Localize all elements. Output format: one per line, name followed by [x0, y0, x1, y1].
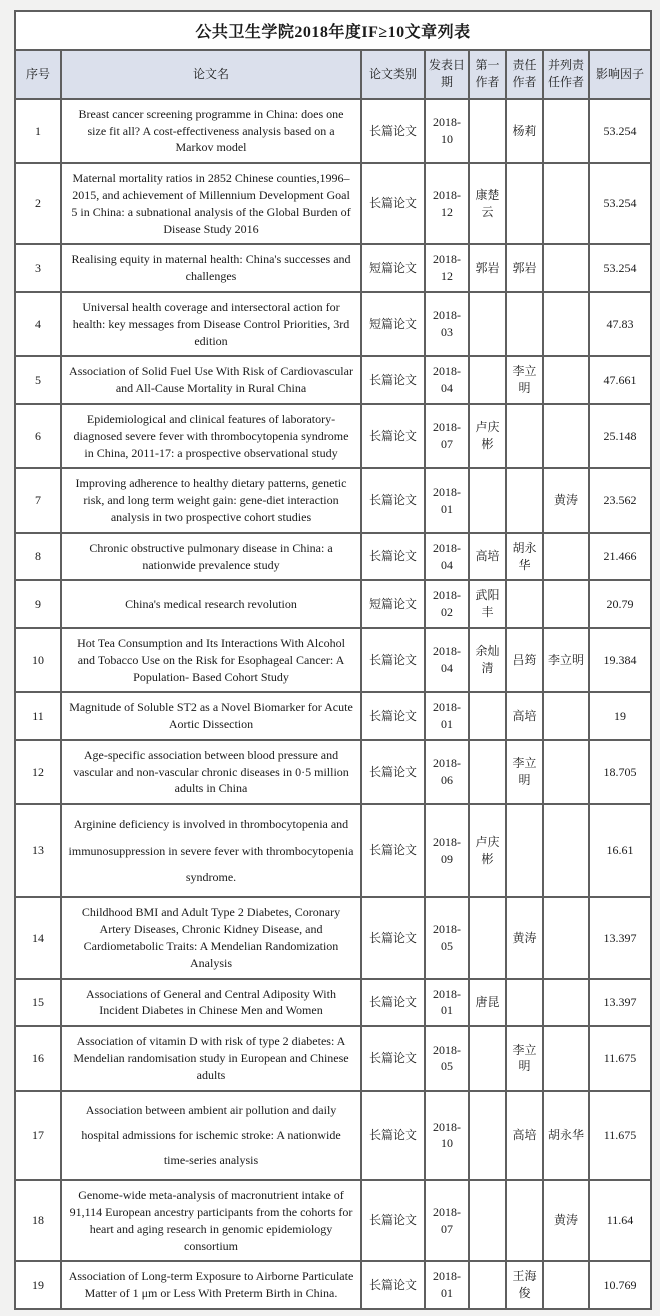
table-row — [15, 740, 651, 804]
cell-no: 1 — [15, 99, 61, 163]
cell-impact-factor: 19 — [589, 692, 651, 740]
cell-impact-factor: 13.397 — [589, 897, 651, 978]
cell-no: 5 — [15, 356, 61, 404]
cell-corresponding-author: 高培 — [506, 692, 543, 740]
cell-corresponding-author — [506, 468, 543, 532]
cell-title: Genome-wide meta-analysis of macronutrient intake of 91,114 European ancestry participants from the cohorts for heart and aging research in genomic epidemiology consortium — [61, 1180, 361, 1261]
cell-first-author: 卢庆彬 — [469, 804, 506, 897]
cell-type: 长篇论文 — [361, 1261, 425, 1309]
cell-type: 长篇论文 — [361, 740, 425, 804]
table-row — [15, 292, 651, 356]
cell-date: 2018-02 — [425, 580, 469, 628]
cell-first-author: 高培 — [469, 533, 506, 581]
cell-type: 短篇论文 — [361, 244, 425, 292]
cell-no: 13 — [15, 804, 61, 897]
cell-no: 9 — [15, 580, 61, 628]
cell-first-author — [469, 1091, 506, 1181]
column-header-corresponding-author: 责任作者 — [506, 50, 543, 99]
cell-first-author — [469, 1261, 506, 1309]
cell-first-author: 余灿清 — [469, 628, 506, 692]
column-header-date: 发表日期 — [425, 50, 469, 99]
cell-impact-factor: 19.384 — [589, 628, 651, 692]
cell-impact-factor: 21.466 — [589, 533, 651, 581]
cell-date: 2018-10 — [425, 1091, 469, 1181]
cell-first-author — [469, 692, 506, 740]
cell-title: Association of vitamin D with risk of type 2 diabetes: A Mendelian randomisation study in European and Chinese adults — [61, 1026, 361, 1090]
cell-no: 19 — [15, 1261, 61, 1309]
cell-co-corresponding-author: 李立明 — [543, 628, 589, 692]
cell-corresponding-author: 郭岩 — [506, 244, 543, 292]
table-row — [15, 468, 651, 532]
cell-corresponding-author — [506, 163, 543, 244]
cell-co-corresponding-author — [543, 740, 589, 804]
cell-impact-factor: 53.254 — [589, 99, 651, 163]
cell-co-corresponding-author — [543, 1261, 589, 1309]
cell-date: 2018-10 — [425, 99, 469, 163]
cell-co-corresponding-author — [543, 404, 589, 468]
cell-corresponding-author: 王海俊 — [506, 1261, 543, 1309]
cell-first-author: 唐昆 — [469, 979, 506, 1027]
cell-first-author — [469, 1180, 506, 1261]
cell-impact-factor: 11.675 — [589, 1091, 651, 1181]
cell-impact-factor: 47.661 — [589, 356, 651, 404]
table-row — [15, 533, 651, 581]
cell-date: 2018-04 — [425, 533, 469, 581]
cell-date: 2018-12 — [425, 163, 469, 244]
cell-corresponding-author: 杨莉 — [506, 99, 543, 163]
cell-co-corresponding-author — [543, 356, 589, 404]
cell-type: 长篇论文 — [361, 804, 425, 897]
cell-impact-factor: 18.705 — [589, 740, 651, 804]
cell-type: 长篇论文 — [361, 1091, 425, 1181]
cell-corresponding-author — [506, 979, 543, 1027]
column-header-type: 论文类别 — [361, 50, 425, 99]
cell-title: Arginine deficiency is involved in thrombocytopenia and immunosuppression in severe fever with thrombocytopenia syndrome. — [61, 804, 361, 897]
cell-title: Improving adherence to healthy dietary patterns, genetic risk, and long term weight gain: gene-diet interaction analysis in two prospective cohort studies — [61, 468, 361, 532]
cell-first-author: 卢庆彬 — [469, 404, 506, 468]
cell-no: 15 — [15, 979, 61, 1027]
cell-title: Associations of General and Central Adiposity With Incident Diabetes in Chinese Men and Women — [61, 979, 361, 1027]
cell-no: 8 — [15, 533, 61, 581]
table-row — [15, 404, 651, 468]
table-row — [15, 580, 651, 628]
cell-type: 长篇论文 — [361, 468, 425, 532]
cell-co-corresponding-author — [543, 979, 589, 1027]
cell-type: 长篇论文 — [361, 628, 425, 692]
publication-table — [14, 10, 652, 1310]
table-row — [15, 979, 651, 1027]
cell-corresponding-author: 黄涛 — [506, 897, 543, 978]
cell-no: 12 — [15, 740, 61, 804]
cell-type: 长篇论文 — [361, 533, 425, 581]
cell-impact-factor: 47.83 — [589, 292, 651, 356]
cell-no: 4 — [15, 292, 61, 356]
cell-title: Association of Long-term Exposure to Airborne Particulate Matter of 1 μm or Less With Preterm Birth in China. — [61, 1261, 361, 1309]
cell-no: 14 — [15, 897, 61, 978]
cell-impact-factor: 25.148 — [589, 404, 651, 468]
cell-impact-factor: 20.79 — [589, 580, 651, 628]
cell-type: 长篇论文 — [361, 1180, 425, 1261]
cell-type: 短篇论文 — [361, 292, 425, 356]
cell-title: Association between ambient air pollution and daily hospital admissions for ischemic stroke: A nationwide time-series analysis — [61, 1091, 361, 1181]
cell-title: Magnitude of Soluble ST2 as a Novel Biomarker for Acute Aortic Dissection — [61, 692, 361, 740]
cell-first-author — [469, 292, 506, 356]
cell-impact-factor: 11.64 — [589, 1180, 651, 1261]
cell-first-author: 康楚云 — [469, 163, 506, 244]
cell-corresponding-author: 胡永华 — [506, 533, 543, 581]
cell-date: 2018-12 — [425, 244, 469, 292]
title-row — [15, 11, 651, 50]
table-row — [15, 628, 651, 692]
page-title: 公共卫生学院2018年度IF≥10文章列表 — [15, 11, 651, 50]
column-header-first-author: 第一作者 — [469, 50, 506, 99]
cell-first-author — [469, 1026, 506, 1090]
cell-type: 长篇论文 — [361, 979, 425, 1027]
cell-corresponding-author — [506, 580, 543, 628]
table-row — [15, 804, 651, 897]
cell-no: 18 — [15, 1180, 61, 1261]
cell-type: 长篇论文 — [361, 356, 425, 404]
table-row — [15, 1026, 651, 1090]
cell-type: 长篇论文 — [361, 99, 425, 163]
cell-date: 2018-04 — [425, 628, 469, 692]
cell-corresponding-author: 李立明 — [506, 356, 543, 404]
cell-title: Epidemiological and clinical features of laboratory-diagnosed severe fever with thrombocytopenia syndrome in China, 2011-17: a prospective observational study — [61, 404, 361, 468]
cell-no: 6 — [15, 404, 61, 468]
table-row — [15, 1091, 651, 1181]
cell-type: 长篇论文 — [361, 1026, 425, 1090]
cell-corresponding-author: 李立明 — [506, 740, 543, 804]
cell-type: 长篇论文 — [361, 692, 425, 740]
cell-no: 17 — [15, 1091, 61, 1181]
cell-no: 3 — [15, 244, 61, 292]
cell-type: 长篇论文 — [361, 404, 425, 468]
cell-title: Realising equity in maternal health: China's successes and challenges — [61, 244, 361, 292]
cell-date: 2018-07 — [425, 404, 469, 468]
cell-co-corresponding-author — [543, 292, 589, 356]
column-header-impact-factor: 影响因子 — [589, 50, 651, 99]
cell-co-corresponding-author: 黄涛 — [543, 468, 589, 532]
cell-date: 2018-01 — [425, 1261, 469, 1309]
cell-first-author — [469, 468, 506, 532]
cell-date: 2018-09 — [425, 804, 469, 897]
table-row — [15, 1180, 651, 1261]
column-header-no: 序号 — [15, 50, 61, 99]
cell-first-author — [469, 356, 506, 404]
cell-type: 短篇论文 — [361, 580, 425, 628]
cell-impact-factor: 11.675 — [589, 1026, 651, 1090]
cell-title: China's medical research revolution — [61, 580, 361, 628]
cell-co-corresponding-author — [543, 163, 589, 244]
cell-date: 2018-01 — [425, 468, 469, 532]
table-row — [15, 897, 651, 978]
cell-corresponding-author: 李立明 — [506, 1026, 543, 1090]
cell-no: 11 — [15, 692, 61, 740]
cell-title: Maternal mortality ratios in 2852 Chinese counties,1996–2015, and achievement of Millennium Development Goal 5 in China: a subnational analysis of the Global Burden of Disease Study 2016 — [61, 163, 361, 244]
cell-date: 2018-03 — [425, 292, 469, 356]
cell-date: 2018-04 — [425, 356, 469, 404]
header-row — [15, 50, 651, 99]
cell-date: 2018-05 — [425, 897, 469, 978]
cell-corresponding-author — [506, 804, 543, 897]
cell-date: 2018-07 — [425, 1180, 469, 1261]
cell-date: 2018-06 — [425, 740, 469, 804]
cell-co-corresponding-author: 胡永华 — [543, 1091, 589, 1181]
cell-first-author: 郭岩 — [469, 244, 506, 292]
cell-no: 10 — [15, 628, 61, 692]
cell-first-author — [469, 740, 506, 804]
cell-co-corresponding-author — [543, 533, 589, 581]
cell-corresponding-author: 高培 — [506, 1091, 543, 1181]
table-row — [15, 99, 651, 163]
cell-no: 2 — [15, 163, 61, 244]
cell-no: 16 — [15, 1026, 61, 1090]
cell-impact-factor: 53.254 — [589, 163, 651, 244]
cell-impact-factor: 53.254 — [589, 244, 651, 292]
cell-co-corresponding-author — [543, 580, 589, 628]
cell-co-corresponding-author — [543, 897, 589, 978]
cell-co-corresponding-author — [543, 244, 589, 292]
table-row — [15, 163, 651, 244]
cell-date: 2018-05 — [425, 1026, 469, 1090]
cell-co-corresponding-author — [543, 692, 589, 740]
cell-title: Universal health coverage and intersectoral action for health: key messages from Disease Control Priorities, 3rd edition — [61, 292, 361, 356]
cell-corresponding-author — [506, 404, 543, 468]
cell-title: Childhood BMI and Adult Type 2 Diabetes, Coronary Artery Diseases, Chronic Kidney Disease, and Cardiometabolic Traits: A Mendelian Randomization Analysis — [61, 897, 361, 978]
column-header-title: 论文名 — [61, 50, 361, 99]
cell-first-author — [469, 897, 506, 978]
table-body — [15, 99, 651, 1309]
cell-title: Hot Tea Consumption and Its Interactions With Alcohol and Tobacco Use on the Risk for Esophageal Cancer: A Population- Based Cohort Study — [61, 628, 361, 692]
cell-impact-factor: 23.562 — [589, 468, 651, 532]
cell-title: Association of Solid Fuel Use With Risk of Cardiovascular and All-Cause Mortality in Rural China — [61, 356, 361, 404]
cell-corresponding-author: 吕筠 — [506, 628, 543, 692]
cell-date: 2018-01 — [425, 692, 469, 740]
cell-title: Chronic obstructive pulmonary disease in China: a nationwide prevalence study — [61, 533, 361, 581]
cell-title: Age-specific association between blood pressure and vascular and non-vascular chronic diseases in 0·5 million adults in China — [61, 740, 361, 804]
column-header-co-corresponding-author: 并列责任作者 — [543, 50, 589, 99]
cell-co-corresponding-author — [543, 804, 589, 897]
table-row — [15, 692, 651, 740]
cell-no: 7 — [15, 468, 61, 532]
cell-impact-factor: 16.61 — [589, 804, 651, 897]
cell-date: 2018-01 — [425, 979, 469, 1027]
cell-co-corresponding-author — [543, 99, 589, 163]
table-row — [15, 356, 651, 404]
cell-first-author: 武阳丰 — [469, 580, 506, 628]
cell-co-corresponding-author — [543, 1026, 589, 1090]
cell-impact-factor: 13.397 — [589, 979, 651, 1027]
cell-impact-factor: 10.769 — [589, 1261, 651, 1309]
table-row — [15, 244, 651, 292]
cell-title: Breast cancer screening programme in China: does one size fit all? A cost-effectiveness analysis based on a Markov model — [61, 99, 361, 163]
table-row — [15, 1261, 651, 1309]
cell-corresponding-author — [506, 292, 543, 356]
cell-first-author — [469, 99, 506, 163]
cell-corresponding-author — [506, 1180, 543, 1261]
cell-type: 长篇论文 — [361, 897, 425, 978]
cell-co-corresponding-author: 黄涛 — [543, 1180, 589, 1261]
cell-type: 长篇论文 — [361, 163, 425, 244]
